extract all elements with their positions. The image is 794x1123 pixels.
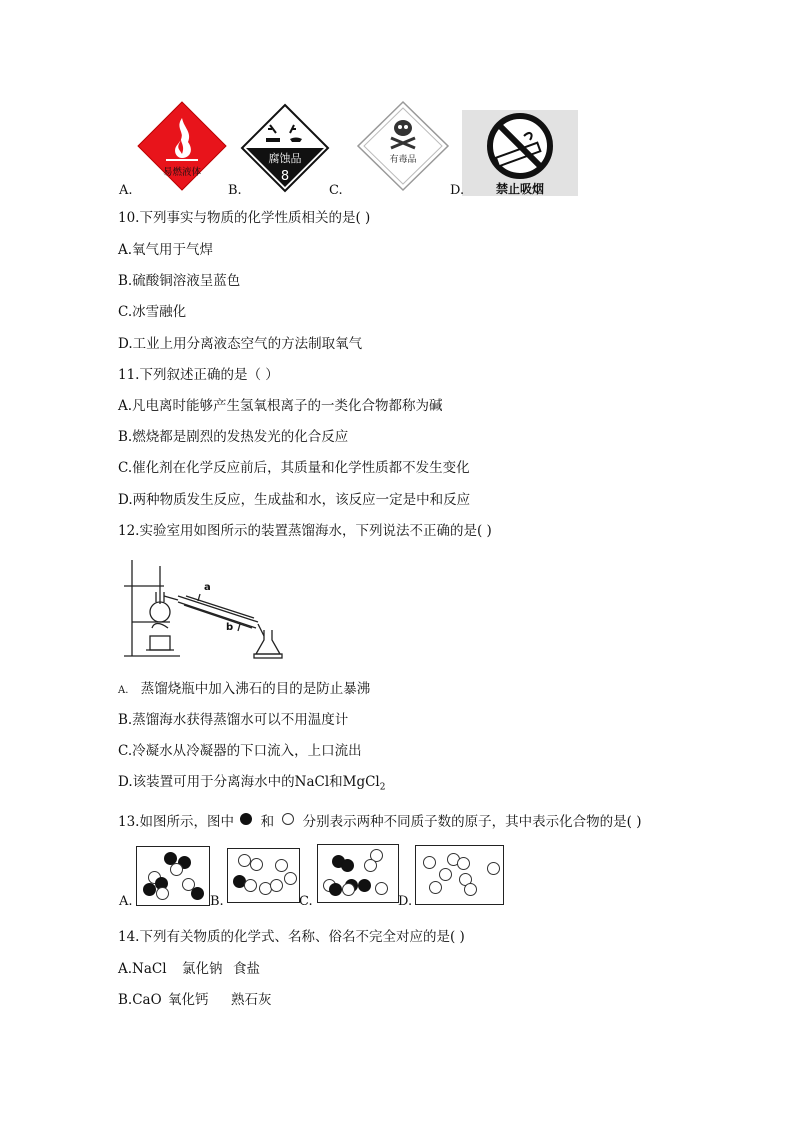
white-atom [275, 859, 288, 872]
q13-option-a-label: A. [119, 894, 133, 909]
option-a-formula: A.NaCl [118, 961, 167, 977]
question-11-option-c: C.催化剂在化学反应前后，其质量和化学性质都不发生变化 [118, 460, 470, 476]
question-12-option-c: C.冷凝水从冷凝器的下口流入，上口流出 [118, 743, 362, 759]
question-12-option-d [118, 770, 386, 793]
diagram-label-a: a [204, 582, 211, 593]
sign-option-c-label: C. [329, 183, 343, 198]
question-10-option-c: C.冰雪融化 [118, 304, 187, 320]
corrosive-sign-text: 腐蚀品 [268, 152, 302, 165]
black-atom-icon [240, 813, 252, 825]
question-12-option-a [118, 677, 370, 697]
white-atom [364, 859, 377, 872]
white-atom [439, 868, 452, 881]
toxic-sign [356, 100, 450, 192]
option-d-text: D.该装置可用于分离海水中的NaCl和MgCl [118, 774, 380, 790]
black-atom [329, 883, 342, 896]
q13-option-c-label: C. [299, 894, 313, 909]
option-a-common-name: 食盐 [233, 961, 260, 977]
question-11-option-d: D.两种物质发生反应，生成盐和水，该反应一定是中和反应 [118, 492, 471, 508]
black-atom [191, 887, 204, 900]
sign-option-d-label: D. [450, 183, 465, 198]
molecule-box-a [136, 846, 210, 906]
corrosive-sign [240, 103, 330, 193]
white-atom [464, 883, 477, 896]
white-atom [375, 882, 388, 895]
white-atom [429, 881, 442, 894]
option-b-common-name: 熟石灰 [231, 992, 272, 1008]
white-atom [423, 856, 436, 869]
white-atom [270, 879, 283, 892]
white-atom-icon [282, 813, 294, 825]
question-14-option-a [118, 957, 260, 977]
question-11-option-b: B.燃烧都是剧烈的发热发光的化合反应 [118, 429, 349, 445]
question-14-stem: 14.下列有关物质的化学式、名称、俗名不完全对应的是( ) [118, 929, 465, 945]
white-atom [342, 883, 355, 896]
diagram-label-b: b [226, 622, 234, 633]
black-atom [143, 883, 156, 896]
sign-option-a-label: A. [119, 183, 133, 198]
option-a-name: 氯化钠 [182, 961, 223, 977]
question-12-stem: 12.实验室用如图所示的装置蒸馏海水，下列说法不正确的是( ) [118, 523, 492, 539]
option-d-subscript: 2 [379, 782, 386, 793]
corrosive-class-number: 8 [280, 169, 290, 184]
sign-option-b-label: B. [228, 183, 242, 198]
black-atom [358, 879, 371, 892]
question-10-stem: 10.下列事实与物质的化学性质相关的是( ) [118, 210, 371, 226]
white-atom [250, 858, 263, 871]
black-atom [341, 859, 354, 872]
option-b-formula: B.CaO [118, 992, 162, 1008]
question-14-option-b [118, 988, 272, 1008]
molecule-box-d [415, 845, 504, 905]
question-13-stem [118, 810, 642, 830]
white-atom [284, 872, 297, 885]
question-12-option-b: B.蒸馏海水获得蒸馏水可以不用温度计 [118, 712, 349, 728]
question-10-option-b: B.硫酸铜溶液呈蓝色 [118, 273, 241, 289]
white-atom [457, 857, 470, 870]
question-11-option-a: A.凡电离时能够产生氢氧根离子的一类化合物都称为碱 [118, 398, 443, 414]
question-10-option-d: D.工业上用分离液态空气的方法制取氧气 [118, 336, 363, 352]
white-atom [487, 862, 500, 875]
molecule-box-c [317, 844, 399, 903]
flammable-sign-text: 易燃液体 [162, 167, 202, 178]
no-smoking-sign [462, 110, 578, 196]
white-atom [244, 879, 257, 892]
distillation-apparatus-diagram [118, 552, 288, 664]
toxic-sign-text: 有毒品 [389, 155, 417, 165]
stem-middle: 和 [260, 814, 275, 830]
white-atom [156, 887, 169, 900]
question-11-stem: 11.下列叙述正确的是（ ） [118, 367, 279, 383]
molecule-box-b [227, 848, 300, 903]
option-a-text: 蒸馏烧瓶中加入沸石的目的是防止暴沸 [140, 681, 371, 697]
white-atom [170, 863, 183, 876]
option-a-letter: A. [118, 685, 129, 696]
q13-option-b-label: B. [210, 894, 224, 909]
stem-suffix: 分别表示两种不同质子数的原子，其中表示化合物的是( ) [302, 814, 642, 830]
option-b-name: 氧化钙 [168, 992, 209, 1008]
q13-option-d-label: D. [398, 894, 413, 909]
no-smoking-sign-text: 禁止吸烟 [495, 182, 545, 196]
flammable-liquid-sign [136, 100, 228, 192]
question-10-option-a: A.氧气用于气焊 [118, 242, 214, 258]
stem-prefix: 13.如图所示，图中 [118, 814, 234, 830]
